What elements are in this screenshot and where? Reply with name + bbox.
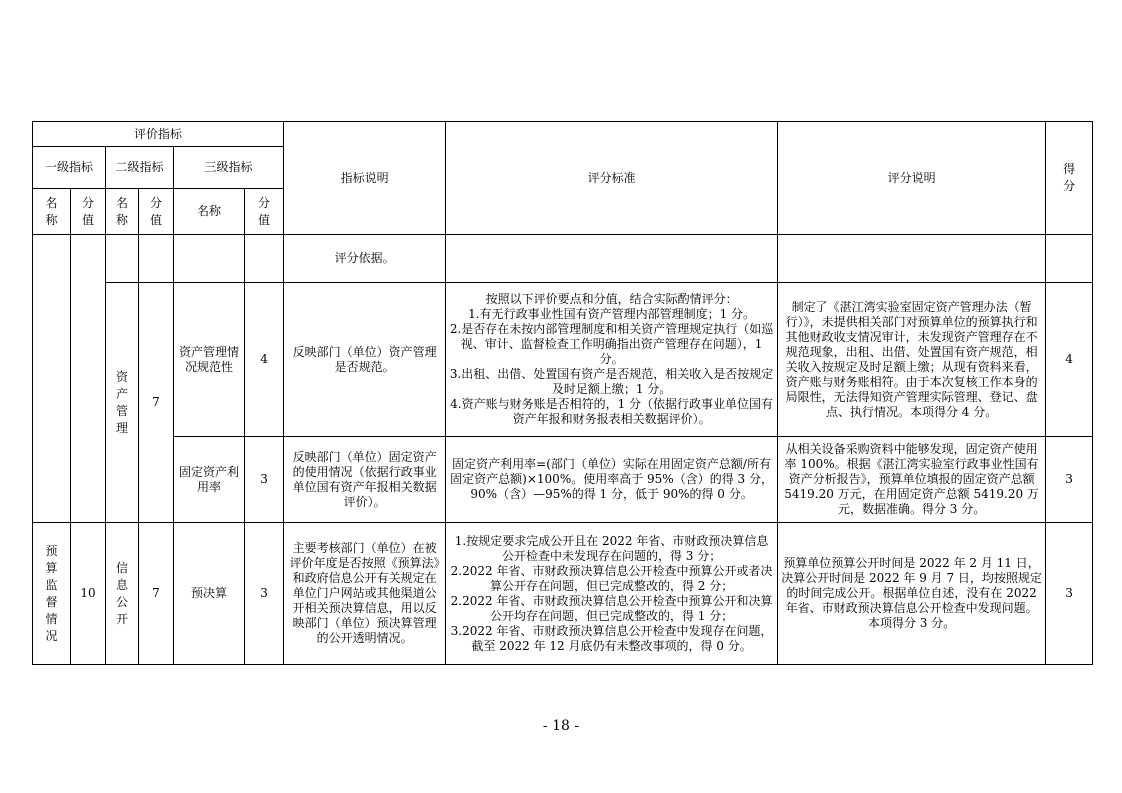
l1-name-empty [33, 235, 71, 523]
score-result: 3 [1046, 437, 1093, 523]
header-l3-score: 分值 [245, 189, 284, 235]
header-level2: 二级指标 [106, 147, 174, 189]
l3-score: 3 [245, 437, 284, 523]
l3-score: 4 [245, 283, 284, 437]
header-group: 评价指标 [33, 122, 284, 147]
indicator-desc: 反映部门（单位）固定资产的使用情况（依据行政事业单位国有资产年报相关数据评价）。 [284, 437, 446, 523]
continuation-explain [778, 235, 1046, 283]
score-result: 4 [1046, 283, 1093, 437]
header-explain: 评分说明 [778, 122, 1046, 235]
header-l2-name: 名称 [106, 189, 139, 235]
l1-name-budget: 预算监督情况 [33, 523, 71, 665]
header-l2-score: 分值 [139, 189, 174, 235]
table-row [33, 523, 1093, 665]
scoring-standard: 1.按规定要求完成公开且在 2022 年省、市财政预决算信息公开检查中未发现存在问题的，得 3 分； 2.2022 年省、市财政预决算信息公开检查中预算公开或者决算公开存在问题，但已完成整改的，得 2 分； 2.2022 年省、市财政预决算信息公开检查中预算公开和决算公开均存在问题，但已完成整改的，得 1 分； 3.2022 年省、市财政预决算信息公开检查中发现存在问题，截至 2022 年 12 月底仍有未整改事项的，得 0 分。 [446, 523, 778, 665]
l3-name: 预决算 [174, 523, 245, 665]
table-row [33, 283, 1093, 437]
l3-name: 资产管理情况规范性 [174, 283, 245, 437]
continuation-result [1046, 235, 1093, 283]
scoring-explain: 制定了《湛江湾实验室固定资产管理办法（暂行）》，未提供相关部门对预算单位的预算执行和其他财政收支情况审计，未发现资产管理存在不规范现象，出租、出借、处置国有资产规范，相关收入按规定及时足额上缴；从现有资料来看，资产账与财务账相符。由于本次复核工作本身的局限性，无法得知资产管理实际管理、登记、盘点、执行情况。本项得分 4 分。 [778, 283, 1046, 437]
l2-name-empty [106, 235, 139, 283]
l3-name: 固定资产利用率 [174, 437, 245, 523]
l3-name-empty [174, 235, 245, 283]
header-level1: 一级指标 [33, 147, 106, 189]
l2-score-empty [139, 235, 174, 283]
l1-score-empty [71, 235, 106, 523]
header-l1-name: 名称 [33, 189, 71, 235]
scoring-standard: 按照以下评价要点和分值，结合实际酌情评分： 1.有无行政事业性国有资产管理内部管理制度；1 分。 2.是否存在未按内部管理制度和相关资产管理规定执行（如巡视、审计、监督检查工作明确指出资产管理存在问题），1 分。 3.出租、出借、处置国有资产是否规范，相关收入是否按规定及时足额上缴；1 分。 4.资产账与财务账是否相符的，1 分（依据行政事业单位国有资产年报和财务报表相关数据评价）。 [446, 283, 778, 437]
indicator-desc: 主要考核部门（单位）在被评价年度是否按照《预算法》和政府信息公开有关规定在单位门户网站或其他渠道公开相关预决算信息，用以反映部门（单位）预决算管理的公开透明情况。 [284, 523, 446, 665]
l2-name-info: 信息公开 [106, 523, 139, 665]
l3-score-empty [245, 235, 284, 283]
l2-score-info: 7 [139, 523, 174, 665]
indicator-desc: 反映部门（单位）资产管理是否规范。 [284, 283, 446, 437]
scoring-explain: 预算单位预算公开时间是 2022 年 2 月 11 日，决算公开时间是 2022 年 9 月 7 日，均按照规定的时间完成公开。根据单位自述，没有在 2022 年省、市财政预决算信息公开检查中发现问题。本项得分 3 分。 [778, 523, 1046, 665]
continuation-desc: 评分依据。 [284, 235, 446, 283]
header-desc: 指标说明 [284, 122, 446, 235]
l2-score-asset: 7 [139, 283, 174, 523]
scoring-explain: 从相关设备采购资料中能够发现，固定资产使用率 100%。根据《湛江湾实验室行政事业性国有资产分析报告》，预算单位填报的固定资产总额 5419.20 万元，在用固定资产总额 5419.20 万元，数据准确。得分 3 分。 [778, 437, 1046, 523]
table-row [33, 437, 1093, 523]
scoring-standard: 固定资产利用率=(部门（单位）实际在用固定资产总额/所有固定资产总额)×100%。使用率高于 95%（含）的得 3 分，90%（含）—95%的得 1 分，低于 90%的得 0 分。 [446, 437, 778, 523]
header-result: 得分 [1046, 122, 1093, 235]
header-l1-score: 分值 [71, 189, 106, 235]
evaluation-table [32, 121, 1093, 665]
l3-score: 3 [245, 523, 284, 665]
score-result: 3 [1046, 523, 1093, 665]
l2-name-asset: 资产管理 [106, 283, 139, 523]
l1-score-budget: 10 [71, 523, 106, 665]
header-standard: 评分标准 [446, 122, 778, 235]
page-number: - 18 - [542, 718, 580, 734]
header-l3-name: 名称 [174, 189, 245, 235]
header-level3: 三级指标 [174, 147, 284, 189]
continuation-standard [446, 235, 778, 283]
